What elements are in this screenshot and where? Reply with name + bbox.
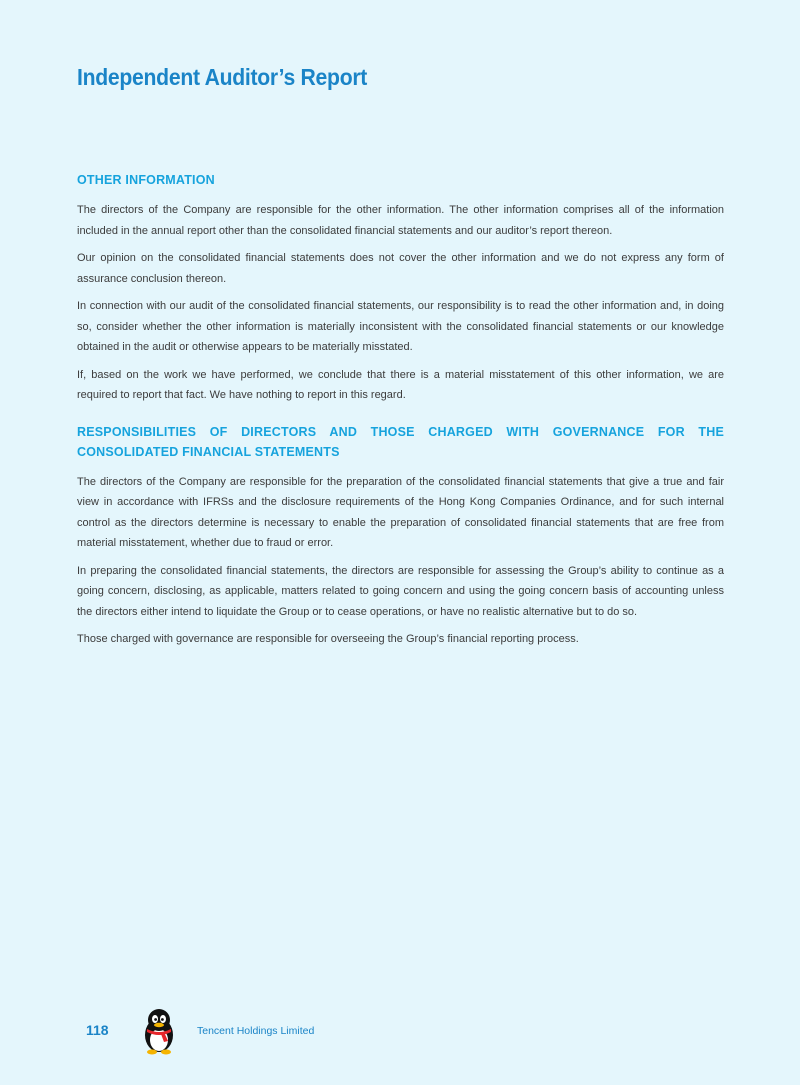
paragraph: Our opinion on the consolidated financial statements does not cover the other information and we do not express any form of assurance conclusion thereon. <box>77 252 724 285</box>
paragraph: Those charged with governance are responsible for overseeing the Group’s financial reporting process. <box>77 633 579 645</box>
section-heading: OTHER INFORMATION <box>77 173 215 187</box>
section-other-information <box>77 170 724 406</box>
section-responsibilities-of-directors <box>77 422 724 650</box>
section-heading: RESPONSIBILITIES OF DIRECTORS AND THOSE CHARGED WITH GOVERNANCE FOR THE CONSOLIDATED FINANCIAL STATEMENTS <box>77 424 724 459</box>
page-number: 118 <box>86 1022 109 1038</box>
paragraph: In connection with our audit of the consolidated financial statements, our responsibility is to read the other information and, in doing so, consider whether the other information is materially inconsistent with the consolidated financial statements or our knowledge obtained in the audit or otherwise appears to be materially misstated. <box>77 300 724 353</box>
company-name: Tencent Holdings Limited <box>197 1025 315 1037</box>
paragraph: The directors of the Company are responsible for the preparation of the consolidated financial statements that give a true and fair view in accordance with IFRSs and the disclosure requirements of the Hong Kong Companies Ordinance, and for such internal control as the directors determine is necessary to enable the preparation of consolidated financial statements that are free from material misstatement, whether due to fraud or error. <box>77 475 724 549</box>
page-footer <box>0 1005 800 1055</box>
page-title: Independent Auditor’s Report <box>77 64 368 90</box>
paragraph: In preparing the consolidated financial statements, the directors are responsible for assessing the Group’s ability to continue as a going concern, disclosing, as applicable, matters related to going concern and using the going concern basis of accounting unless the directors either intend to liquidate the Group or to cease operations, or have no realistic alternative but to do so. <box>77 564 724 618</box>
section-spacer <box>77 413 724 422</box>
penguin-mascot-icon <box>140 1007 178 1055</box>
report-body <box>77 170 724 657</box>
paragraph: If, based on the work we have performed, we conclude that there is a material misstatement of this other information, we are required to report that fact. We have nothing to report in this regard. <box>77 368 724 401</box>
paragraph: The directors of the Company are responsible for the other information. The other information comprises all of the information included in the annual report other than the consolidated financial statements and our auditor’s report thereon. <box>77 204 724 237</box>
